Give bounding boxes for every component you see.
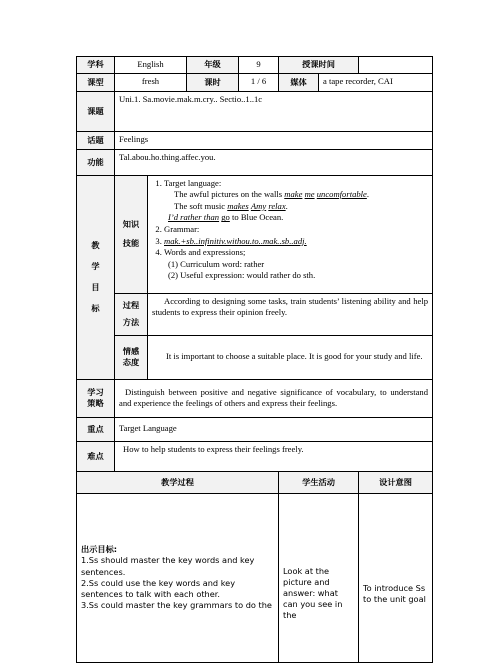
useful-expression: (2) Useful expression: would rather do sth. [168,270,316,281]
key-point-value: Target Language [115,417,433,441]
goal-line-3: 3.Ss could master the key grammars to do the [81,599,272,610]
grade-value: 9 [239,57,279,74]
teaching-process-header: 教学过程 [77,471,279,493]
knowledge-label-b: 技能 [122,238,140,249]
student-activity-cell: Look at the picture and answer: what can you see in the [279,493,359,662]
knowledge-item-4 [164,247,428,282]
subject-label: 学科 [77,57,115,74]
emotion-label-a: 情感 [122,346,140,357]
process-label-b: 方法 [122,317,140,328]
target-sentence-1: The awful pictures on the walls make me uncomfortable. [174,189,370,200]
strategy-label [77,379,115,417]
design-intent-header: 设计意图 [359,471,433,493]
words-title: Words and expressions; [164,247,246,258]
difficult-point-label: 难点 [77,441,115,471]
objectives-label-char: 标 [91,303,100,314]
type-value: fresh [115,73,187,91]
function-label: 功能 [77,149,115,175]
grade-label: 年级 [187,57,239,74]
emotion-label [115,335,148,379]
function-value: Tal.abou.ho.thing.affec.you. [115,149,433,175]
strategy-label-b: 策略 [87,398,104,409]
process-label-a: 过程 [122,300,140,311]
period-label: 课时 [187,73,239,91]
knowledge-item-1 [164,178,428,224]
strategy-value: Distinguish between positive and negative significance of vocabulary, to understand and experience the feelings of others and express their feelings. [115,379,433,417]
grammar-pattern: mak.+sb..infinitiv.withou.to..mak..sb..adj. [164,235,307,246]
type-label: 课型 [77,73,115,91]
knowledge-item-2: 2. Grammar: [164,224,428,236]
process-method-text: According to designing some tasks, train students’ listening ability and help students to express their opinion freely. [148,293,433,335]
knowledge-content [148,175,433,293]
lesson-plan-table [76,56,433,663]
goals-title: 出示目标: [81,544,118,555]
knowledge-label [115,175,148,293]
key-point-label: 重点 [77,417,115,441]
difficult-point-value: How to help students to express their feelings freely. [115,441,433,471]
period-value: 1 / 6 [239,73,279,91]
theme-value: Feelings [115,131,433,149]
media-value: a tape recorder, CAI [319,73,433,91]
design-intent-cell: To introduce Ss to the unit goal [359,493,433,662]
knowledge-label-a: 知识 [122,219,140,230]
topic-label: 课题 [77,91,115,131]
objectives-label-char: 教 [91,239,100,250]
teaching-process-cell [77,493,279,662]
process-method-label [115,293,148,335]
subject-value: English [115,57,187,74]
target-sentence-2: The soft music makes Amy relax. [174,200,288,211]
goal-line-1: 1.Ss should master the key words and key sentences. [81,555,255,577]
objectives-label [77,175,115,379]
time-value [359,57,433,74]
objectives-label-char: 学 [91,261,100,272]
emotion-label-b: 态度 [122,357,140,368]
topic-value: Uni.1. Sa.movie.mak.m.cry.. Sectio..1..1c [115,91,433,131]
time-label: 授课时间 [279,57,359,74]
knowledge-item-3 [164,236,428,248]
curriculum-word: (1) Curriculum word: rather [168,258,265,269]
media-label: 媒体 [279,73,319,91]
strategy-label-a: 学习 [87,387,104,398]
target-language-title: Target language: [164,177,222,188]
emotion-text: It is important to choose a suitable place. It is good for your study and life. [148,335,433,379]
student-activity-header: 学生活动 [279,471,359,493]
target-sentence-3: I’d rather than go to Blue Ocean. [168,212,284,223]
objectives-label-char: 目 [91,282,100,293]
goal-line-2: 2.Ss could use the key words and key sentences to talk with each other. [81,577,236,599]
theme-label: 话题 [77,131,115,149]
